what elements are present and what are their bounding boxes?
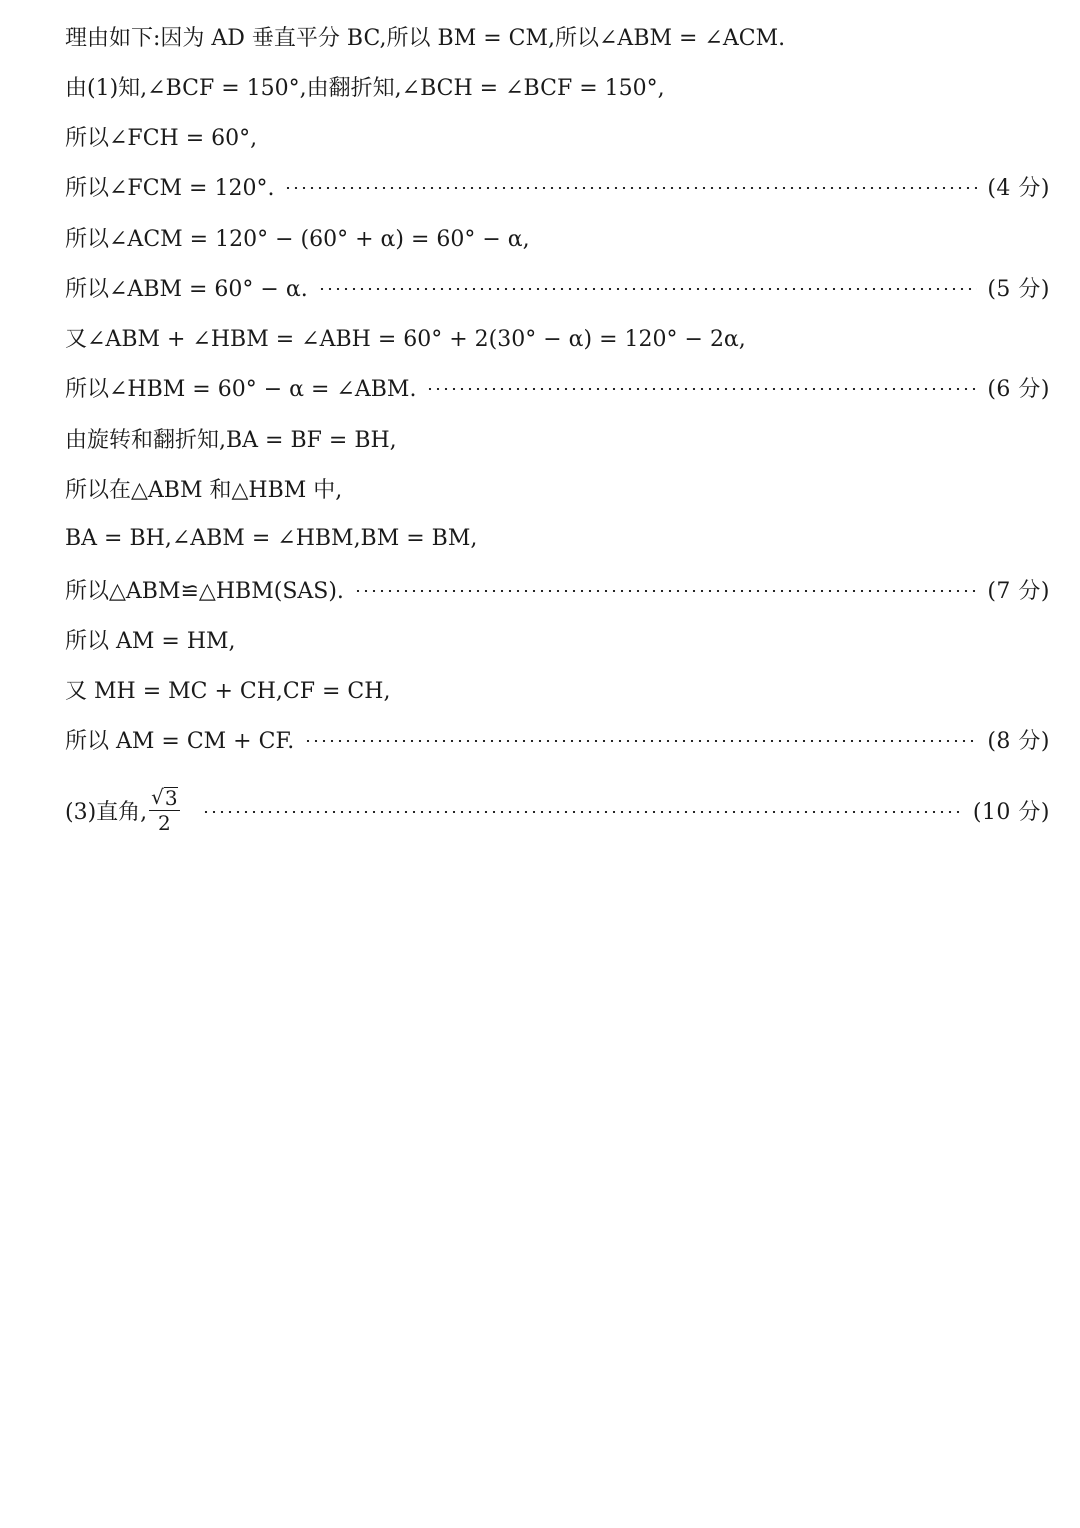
dot-leader <box>354 590 977 592</box>
solution-line <box>65 420 1050 456</box>
part3-line <box>65 780 1050 840</box>
line-text: 由(1)知,∠BCF = 150°,由翻折知,∠BCH = ∠BCF = 150°, <box>65 75 665 101</box>
line-text: 所以在△ABM 和△HBM 中, <box>65 477 343 503</box>
line-text: BA = BH,∠ABM = ∠HBM,BM = BM, <box>65 525 478 551</box>
score-label: (7 分) <box>987 578 1050 604</box>
solution-line <box>65 369 1050 405</box>
solution-line <box>65 319 1050 355</box>
line-text: 又 MH = MC + CH,CF = CH, <box>65 678 391 704</box>
line-text: 所以 AM = CM + CF. <box>65 728 295 754</box>
dot-leader <box>304 740 977 742</box>
line-text: 所以∠FCM = 120°. <box>65 175 275 201</box>
solution-line <box>65 118 1050 154</box>
score-label: (5 分) <box>987 276 1050 302</box>
line-text: 理由如下:因为 AD 垂直平分 BC,所以 BM = CM,所以∠ABM = ∠ACM. <box>65 25 786 51</box>
solution-line <box>65 68 1050 104</box>
line-text: 由旋转和翻折知,BA = BF = BH, <box>65 427 397 453</box>
fraction <box>149 787 179 833</box>
solution-line <box>65 168 1050 204</box>
part3-label: (3)直角, <box>65 799 148 825</box>
dot-leader <box>284 187 977 189</box>
line-text: 所以∠HBM = 60° − α = ∠ABM. <box>65 376 417 402</box>
dot-leader <box>202 811 963 813</box>
solution-line <box>65 671 1050 707</box>
line-text: 又∠ABM + ∠HBM = ∠ABH = 60° + 2(30° − α) = 120° − 2α, <box>65 326 746 352</box>
line-text: 所以∠FCH = 60°, <box>65 125 258 151</box>
fraction-denominator: 2 <box>158 811 171 835</box>
solution-line <box>65 18 1050 54</box>
line-text: 所以△ABM≌△HBM(SAS). <box>65 578 344 604</box>
line-text: 所以∠ACM = 120° − (60° + α) = 60° − α, <box>65 226 530 252</box>
score-label: (10 分) <box>972 799 1050 825</box>
solution-line <box>65 721 1050 757</box>
solution-line <box>65 520 1050 556</box>
solution-line <box>65 470 1050 506</box>
radical-sign: √ <box>151 785 164 809</box>
solution-line <box>65 571 1050 607</box>
fraction-numerator <box>149 787 179 811</box>
dot-leader <box>426 388 977 390</box>
line-text: 所以 AM = HM, <box>65 628 236 654</box>
dot-leader <box>318 288 978 290</box>
line-text: 所以∠ABM = 60° − α. <box>65 276 308 302</box>
solution-line <box>65 269 1050 305</box>
score-label: (8 分) <box>987 728 1050 754</box>
score-label: (4 分) <box>987 175 1050 201</box>
solution-line <box>65 219 1050 255</box>
solution-line <box>65 621 1050 657</box>
radicand: 3 <box>164 786 178 810</box>
score-label: (6 分) <box>987 376 1050 402</box>
